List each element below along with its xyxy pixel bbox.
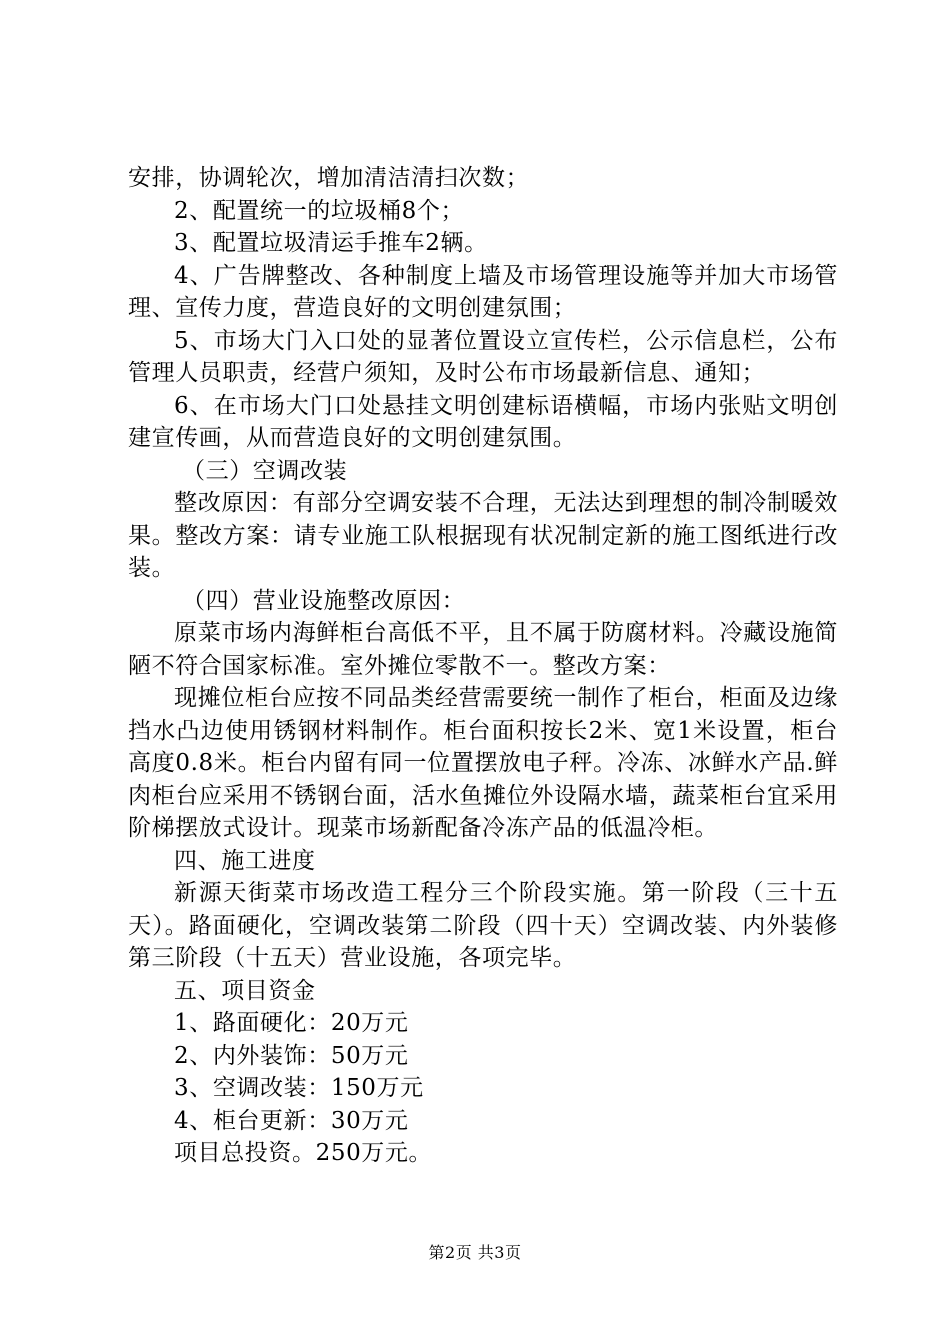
paragraph-item-4: 4、广告牌整改、各种制度上墙及市场管理设施等并加大市场管理、宣传力度，营造良好的文明创建氛围； xyxy=(128,262,838,321)
paragraph-progress: 新源天街菜市场改造工程分三个阶段实施。第一阶段（三十五天）。路面硬化，空调改装第二阶段（四十天）空调改装、内外装修第三阶段（十五天）营业设施，各项完毕。 xyxy=(128,880,838,971)
funding-item-2: 2、内外装饰：50万元 xyxy=(174,1042,409,1069)
section-heading-progress: 四、施工进度 xyxy=(174,847,316,874)
paragraph-item-5: 5、市场大门入口处的显著位置设立宣传栏，公示信息栏，公布管理人员职责，经营户须知，及时公布市场最新信息、通知； xyxy=(128,327,838,386)
funding-item-4: 4、柜台更新：30万元 xyxy=(174,1107,409,1134)
paragraph-aircon-plan: 整改原因：有部分空调安装不合理，无法达到理想的制冷制暖效果。整改方案：请专业施工队根据现有状况制定新的施工图纸进行改装。 xyxy=(128,490,838,581)
paragraph-item-6: 6、在市场大门口处悬挂文明创建标语横幅，市场内张贴文明创建宣传画，从而营造良好的文明创建氛围。 xyxy=(128,392,838,451)
funding-item-1: 1、路面硬化：20万元 xyxy=(174,1010,409,1036)
funding-item-3: 3、空调改装：150万元 xyxy=(174,1075,424,1101)
funding-total: 项目总投资。250万元。 xyxy=(174,1140,433,1166)
paragraph-continuation: 安排，协调轮次，增加清洁清扫次数； xyxy=(128,165,530,191)
page-number-label: 第2页 共3页 xyxy=(428,1243,522,1262)
document-body xyxy=(128,162,838,1170)
paragraph-item-2: 2、配置统一的垃圾桶8个； xyxy=(174,197,465,224)
paragraph-item-3: 3、配置垃圾清运手推车2辆。 xyxy=(174,230,488,256)
paragraph-facilities-plan: 现摊位柜台应按不同品类经营需要统一制作了柜台，柜面及边缘挡水凸边使用锈钢材料制作。柜台面积按长2米、宽1米设置，柜台高度0.8米。柜台内留有同一位置摆放电子秤。冷冻、冰鲜水产品.鲜肉柜台应采用不锈钢台面，活水鱼摊位外设隔水墙，蔬菜柜台宜采用阶梯摆放式设计。现菜市场新配备冷冻产品的低温冷柜。 xyxy=(128,685,838,841)
page-footer xyxy=(0,1243,950,1263)
paragraph-facilities-reason: 原菜市场内海鲜柜台高低不平，且不属于防腐材料。冷藏设施简陋不符合国家标准。室外摊位零散不一。整改方案： xyxy=(128,620,838,679)
section-heading-funding: 五、项目资金 xyxy=(174,977,316,1004)
section-heading-aircon: （三）空调改装 xyxy=(182,457,348,484)
section-heading-facilities: （四）营业设施整改原因： xyxy=(182,587,466,614)
